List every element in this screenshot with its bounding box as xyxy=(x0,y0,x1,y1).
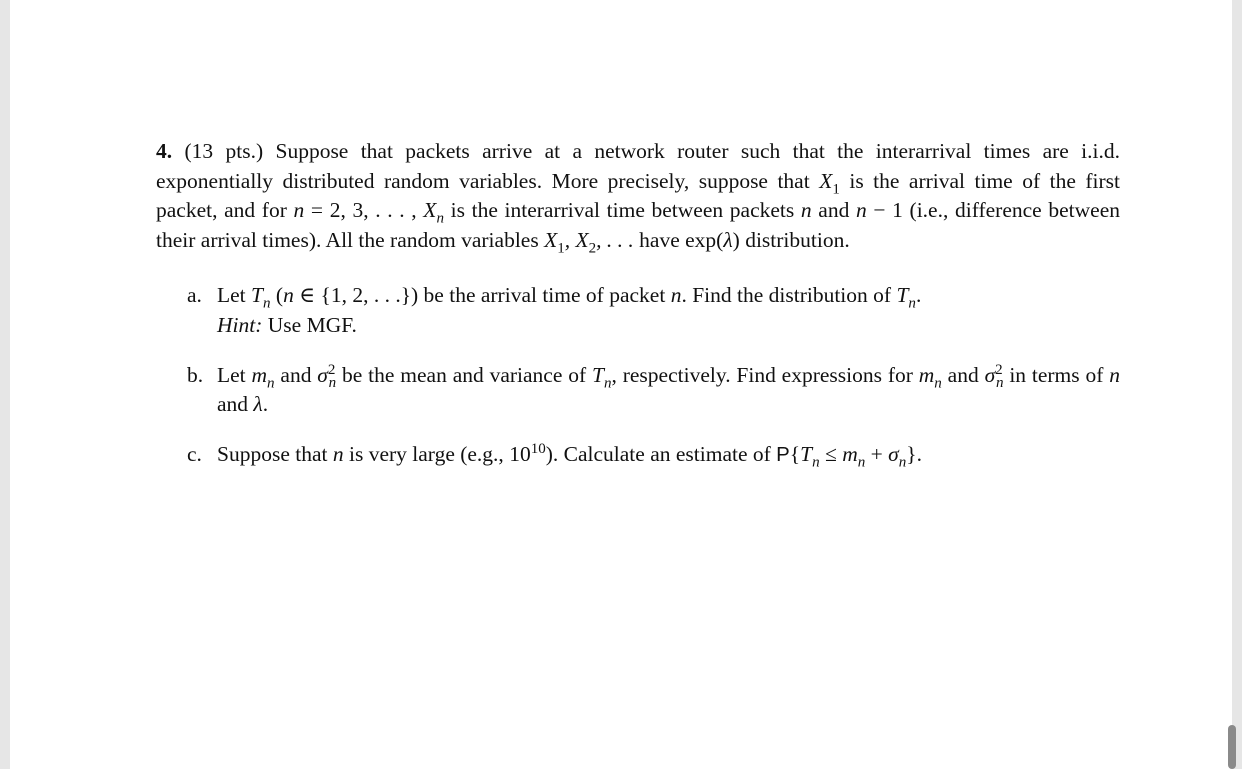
problem-statement: 4. (13 pts.) Suppose that packets arrive at a network router such that the interarrival times are i.i.d. exponentially distributed random variables. More precisely, suppose that $X_1$ is the arrival time of the first packet, and for n = 2, 3, . . . , $X_n$ is the interarrival time between packets n and n − 1 (i.e., difference between their arrival times). All the random variables $X_1$, $X_2$, . . . have exp(λ) distribution. xyxy=(156,139,1120,257)
math-x-sequence: $X_1$, $X_2$, . . . xyxy=(544,227,634,257)
hint-text: Use MGF. xyxy=(262,312,357,337)
problem-number: 4. xyxy=(156,139,173,163)
document-page xyxy=(10,0,1232,769)
problem-points: (13 pts.) xyxy=(184,139,264,163)
math-xn: $X_n$ xyxy=(423,198,444,227)
problem-content xyxy=(156,137,1120,490)
part-letter: b. xyxy=(187,362,204,387)
problem-parts xyxy=(156,281,1120,470)
part-b: b. Let $m_n$ and $\sigma^2_n$ be the mean and variance of $T_n$, respectively. Find expressions for $m_n$ and $\sigma^2_n$ in terms of n and λ. xyxy=(187,361,1120,417)
hint-label: Hint: xyxy=(217,312,263,337)
math-exp-lambda: exp(λ) xyxy=(685,227,740,252)
vertical-scrollbar[interactable] xyxy=(1228,725,1236,769)
part-letter: c. xyxy=(187,441,202,466)
math-n: n xyxy=(293,198,305,223)
part-letter: a. xyxy=(187,283,202,308)
part-c: c. Suppose that n is very large (e.g., $10^{10}$). Calculate an estimate of $P\{T_n \le m_n + \sigma_n\}$. xyxy=(187,440,922,471)
part-a: a. Let $T_n$ (n ∈ {1, 2, . . .}) be the arrival time of packet n. Find the distribution of $T_n$. Hint: Use MGF. xyxy=(187,283,922,337)
math-x1: $X_1$ xyxy=(819,168,840,197)
